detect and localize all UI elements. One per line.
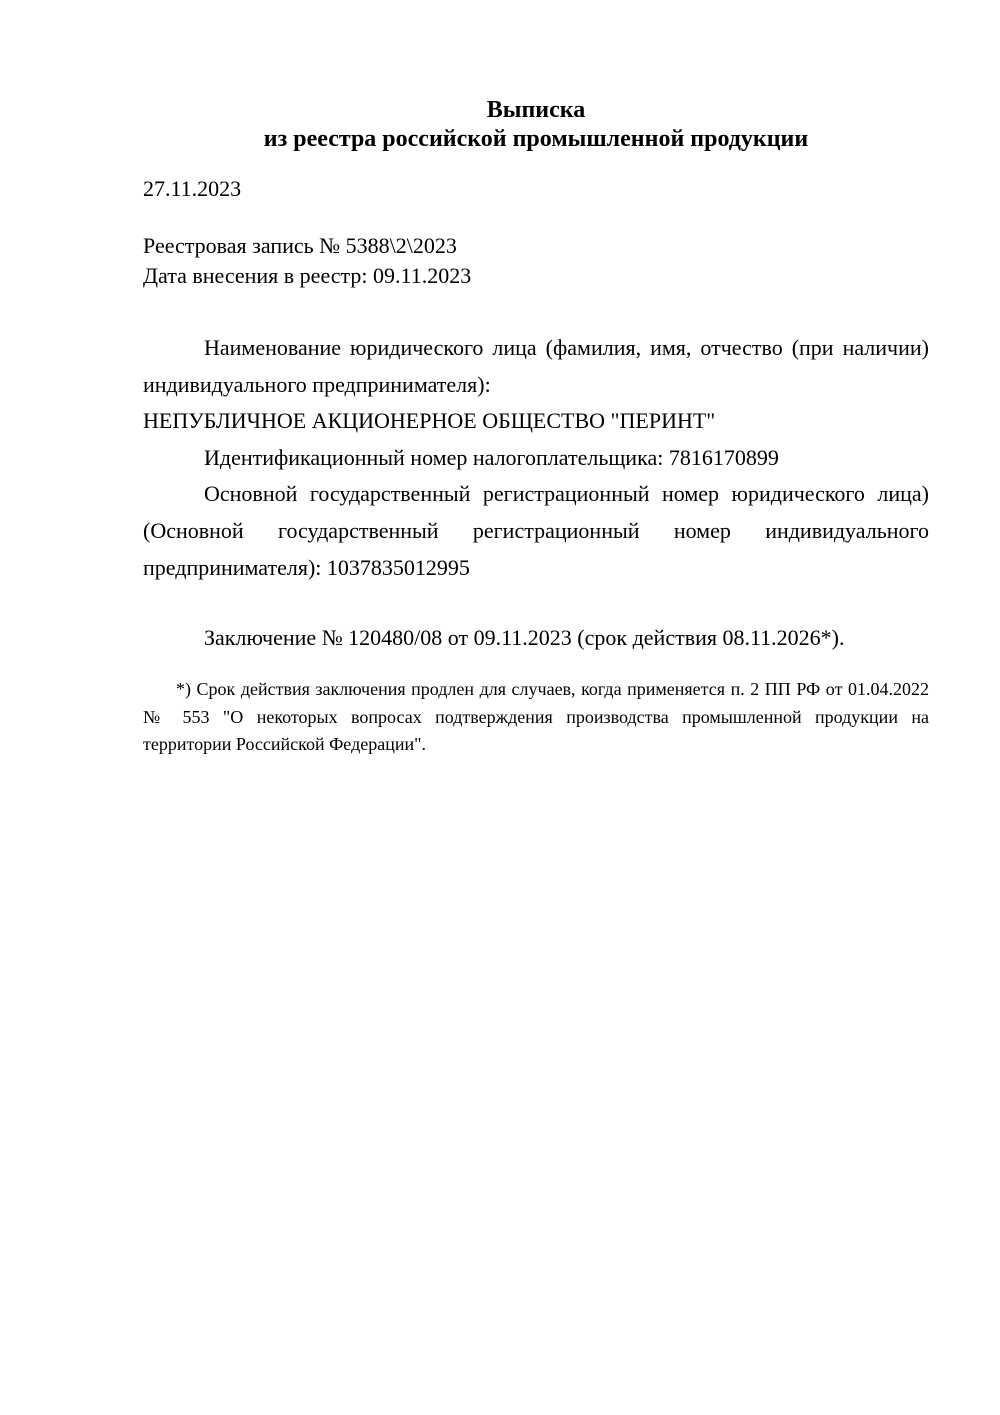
document-title	[143, 96, 929, 154]
registry-block	[143, 231, 929, 291]
footnote: *) Срок действия заключения продлен для случаев, когда применяется п. 2 ПП РФ от 01.04.2022 № 553 "О некоторых вопросах подтверждения производства промышленной продукции на территории Российской Федерации".	[143, 679, 929, 755]
taxpayer-id: Идентификационный номер налогоплательщика: 7816170899	[204, 444, 779, 470]
registry-entry-date: Дата внесения в реестр: 09.11.2023	[143, 263, 472, 288]
issue-date: 27.11.2023	[143, 176, 242, 201]
org-name-label: Наименование юридического лица (фамилия, имя, отчество (при наличии) индивидуального предпринимателя):	[143, 335, 929, 397]
organization-details	[143, 330, 929, 586]
conclusion-line: Заключение № 120480/08 от 09.11.2023 (срок действия 08.11.2026*).	[204, 625, 845, 651]
registry-record-number: Реестровая запись № 5388\2\2023	[143, 233, 457, 258]
document-title-line1: Выписка	[486, 97, 586, 123]
ogrn: Основной государственный регистрационный номер юридического лица) (Основной государственный регистрационный номер индивидуального предпринимателя): 1037835012995	[143, 481, 929, 580]
document-title-line2: из реестра российской промышленной продукции	[263, 126, 809, 152]
org-name: НЕПУБЛИЧНОЕ АКЦИОНЕРНОЕ ОБЩЕСТВО "ПЕРИНТ"	[143, 408, 716, 434]
